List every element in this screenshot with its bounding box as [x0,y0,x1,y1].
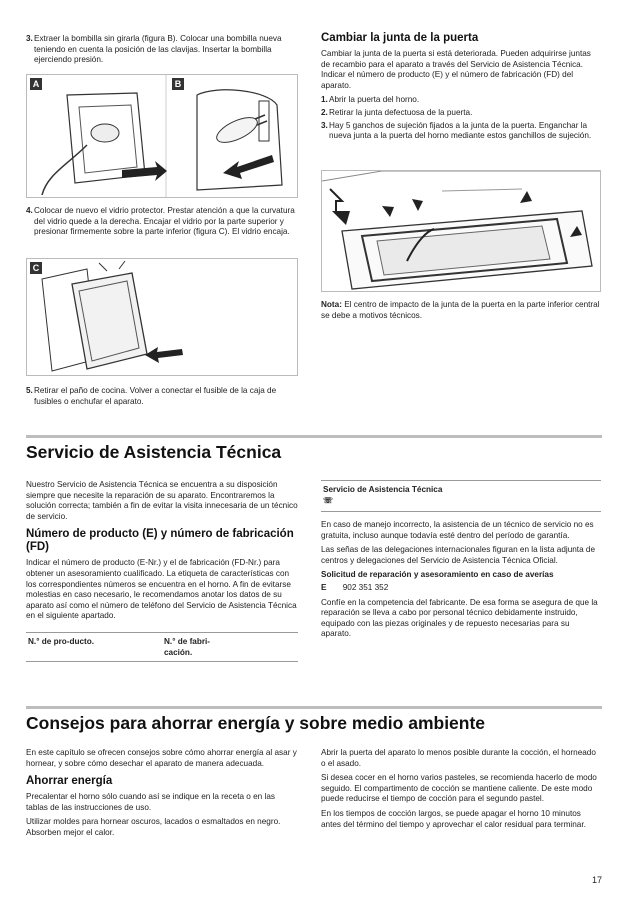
residual-heat-tip: En los tiempos de cocción largos, se puede apagar el horno 10 minutos antes del término del tiempo y aprovechar el calor residual para terminar. [321,808,586,829]
door-open-tip: Abrir la puerta del aparato lo menos posible durante la cocción, el horneado o el asado. [321,748,596,768]
door-seal-heading: Cambiar la junta de la puerta [321,32,479,44]
fabrication-number-cell[interactable]: N.° de fabri-cación. [164,636,211,657]
energy-left-column [26,748,298,843]
door-seal-note: Nota: El centro de impacto de la junta de la puerta en la parte inferior central se debe a motivos técnicos. [321,300,600,320]
service-trust-text: Confíe en la competencia del fabricante. De esa forma se asegura de que la reparación se lleva a cabo por personal técnico debidamente instruido, equipado con las piezas originales y de repuesto necesarias para su aparato. [321,597,598,639]
bulb-steps-column [26,34,298,68]
service-phone-line [321,583,601,594]
service-intro: Nuestro Servicio de Asistencia Técnica se encuentra a su disposición siempre que necesite la reparación de su aparato. Encontraremos la solución correcta; también a fin de evitar la visita innecesaria de un técnico de servicio. [26,480,298,521]
energy-intro: En este capítulo se ofrecen consejos sobre cómo ahorrar energía al asar y hornear, y sobre cómo desechar el aparato de manera adecuada. [26,748,297,768]
step-4-block [26,206,298,240]
dark-moulds-tip: Utilizar moldes para hornear oscuros, lacados o esmaltados en negro. Absorben mejor el calor. [26,817,281,837]
figure-ab [26,74,298,198]
seal-step-1: 1. Abrir la puerta del horno. [321,95,420,105]
energy-right-column [321,748,601,834]
service-title: Servicio de Asistencia Técnica [26,442,282,462]
service-left-column [26,480,298,662]
door-seal-intro: Cambiar la junta de la puerta si está deteriorada. Pueden adquirirse juntas de recambio para el aparato a través del Servicio de Asistencia Técnica. Indicar el número de producto (E) y el número de fabricación (FD) del aparato. [321,49,591,90]
repair-request-heading: Solicitud de reparación y asesoramiento en caso de averías [321,570,554,580]
product-number-body: Indicar el número de producto (E-Nr.) y el de fabricación (FD-Nr.) para obtener un asesoramiento cualificado. La etiqueta de características con los correspondientes números se encuentra en el horno. A fin de evitarse molestias en caso necesario, le recomendamos anotar los datos de su aparato así como el número de teléfono del Servicio de Asistencia Técnica en el siguiente apartado. [26,558,297,621]
figure-c [26,258,298,376]
energy-title: Consejos para ahorrar energía y sobre medio ambiente [26,713,486,733]
service-warranty-text: En caso de manejo incorrecto, la asistencia de un técnico de servicio no es gratuita, incluso aunque todavía esté dentro del período de garantía. [321,520,594,540]
service-box-title: Servicio de Asistencia Técnica ☏ [323,485,443,505]
product-number-cell[interactable]: N.° de pro-ducto. [28,636,95,646]
door-seal-figure [321,170,601,292]
figure-c-label: C [30,262,42,274]
step-4: 4. Colocar de nuevo el vidrio protector. Prestar atención a que la curvatura del vidrio quede a la derecha. Encajar el vidrio por la parte superior y presionar firmemente sobre la parte inferior (figura C). El vidrio encaja. [26,206,295,237]
service-phone-box [321,480,601,512]
step-5: 5. Retirar el paño de cocina. Volver a conectar el fusible de la caja de fusibles o enchufar el aparato. [26,386,277,406]
bulb-illustration [27,75,298,198]
service-right-column [321,480,601,644]
glass-illustration [27,259,298,376]
figure-b-label: B [172,78,184,90]
seal-step-2: 2. Retirar la junta defectuosa de la puerta. [321,107,473,117]
service-phone-number[interactable]: 902 351 352 [342,582,389,592]
section-divider-energy [26,706,602,709]
step-5-block [26,386,298,409]
phone-country-label: E [321,582,327,592]
oven-door-illustration [322,171,601,292]
seal-step-3: 3. Hay 5 ganchos de sujeción fijados a la junta de la puerta. Enganchar la nueva junta a la puerta del horno mediante estos ganchillos de sujeción. [321,120,592,141]
product-number-heading: Número de producto (E) y número de fabricación (FD) [26,528,294,554]
step-3: 3. Extraer la bombilla sin girarla (figura B). Colocar una bombilla nueva teniendo en cuenta la posición de las clavijas. Insertar la bombilla ejerciendo presión. [26,34,282,65]
appliance-number-table [26,632,298,662]
door-seal-column [321,32,601,144]
figure-a-label: A [30,78,42,90]
preheat-tip: Precalentar el horno sólo cuando así se indique en la receta o en las tablas de las instrucciones de uso. [26,792,275,812]
section-divider-service [26,435,602,438]
save-energy-heading: Ahorrar energía [26,775,113,788]
page-number: 17 [591,875,602,885]
service-delegations-text: Las señas de las delegaciones internacionales figuran en la lista adjunta de centros y delegaciones del Servicio de Asistencia Técnica Oficial. [321,545,596,565]
consecutive-baking-tip: Si desea cocer en el horno varios pasteles, se recomienda hacerlo de modo seguido. El compartimento de cocción se mantiene caliente. De este modo puede reducirse el tiempo de cocción para el segundo pastel. [321,773,597,804]
